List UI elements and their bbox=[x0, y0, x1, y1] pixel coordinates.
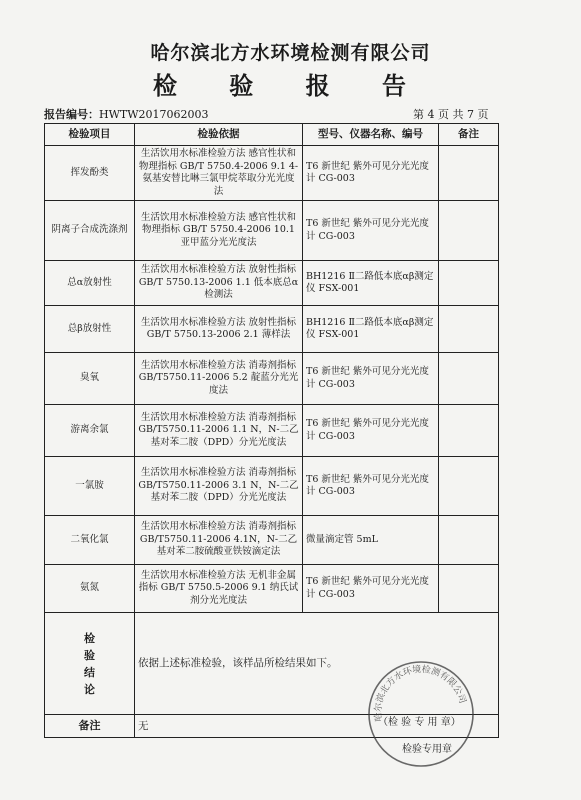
row-item: 总β放射性 bbox=[45, 306, 135, 353]
row-item: 挥发酚类 bbox=[45, 146, 135, 201]
row-basis: 生活饮用水标准检验方法 感官性状和物理指标 GB/T 5750.4-2006 9.1 4-氨基安替比啉三氯甲烷萃取分光光度法 bbox=[135, 146, 303, 201]
row-note bbox=[439, 261, 499, 306]
row-item: 阴离子合成洗涤剂 bbox=[45, 201, 135, 261]
row-note bbox=[439, 353, 499, 405]
header-note: 备注 bbox=[439, 124, 499, 146]
row-note bbox=[439, 405, 499, 457]
row-note bbox=[439, 201, 499, 261]
row-note bbox=[439, 457, 499, 516]
row-note bbox=[439, 306, 499, 353]
inspection-table bbox=[44, 123, 499, 738]
row-note bbox=[439, 565, 499, 613]
table-row bbox=[45, 353, 499, 405]
report-number-value: HWTW2017062003 bbox=[99, 108, 209, 121]
row-basis: 生活饮用水标准检验方法 消毒剂指标 GB/T5750.11-2006 3.1 N，N-二乙基对苯二胺（DPD）分光光度法 bbox=[135, 457, 303, 516]
table-row bbox=[45, 201, 499, 261]
table-row bbox=[45, 516, 499, 565]
header-item: 检验项目 bbox=[45, 124, 135, 146]
page-info: 第 4 页 共 7 页 bbox=[413, 108, 489, 121]
row-basis: 生活饮用水标准检验方法 消毒剂指标 GB/T5750.11-2006 5.2 靛蓝分光光度法 bbox=[135, 353, 303, 405]
row-item: 总α放射性 bbox=[45, 261, 135, 306]
report-number-label: 报告编号： bbox=[44, 108, 99, 121]
header-instrument: 型号、仪器名称、编号 bbox=[303, 124, 439, 146]
row-instrument: T6 新世纪 紫外可见分光光度计 CG-003 bbox=[303, 457, 439, 516]
row-item: 二氧化氯 bbox=[45, 516, 135, 565]
row-basis: 生活饮用水标准检验方法 消毒剂指标 GB/T5750.11-2006 4.1N，N-二乙基对苯二胺硫酸亚铁铵滴定法 bbox=[135, 516, 303, 565]
row-note bbox=[439, 516, 499, 565]
row-item: 一氯胺 bbox=[45, 457, 135, 516]
table-row bbox=[45, 405, 499, 457]
row-basis: 生活饮用水标准检验方法 放射性指标 GB/T 5750.13-2006 1.1 低本底总α检测法 bbox=[135, 261, 303, 306]
conclusion-text: 依据上述标准检验，该样品所检结果如下。 bbox=[135, 613, 499, 715]
table-row bbox=[45, 306, 499, 353]
table-row bbox=[45, 146, 499, 201]
row-basis: 生活饮用水标准检验方法 放射性指标 GB/T 5750.13-2006 2.1 薄样法 bbox=[135, 306, 303, 353]
row-instrument: BH1216 Ⅱ二路低本底αβ测定仪 FSX-001 bbox=[303, 306, 439, 353]
remark-label: 备注 bbox=[45, 715, 135, 738]
seal-line-1: （检 验 专 用 章） bbox=[378, 717, 461, 728]
report-number bbox=[44, 106, 209, 122]
table-row bbox=[45, 565, 499, 613]
seal-ring-text: 哈尔滨北方水环境检测有限公司 bbox=[373, 664, 468, 722]
row-item: 臭氧 bbox=[45, 353, 135, 405]
table-header-row bbox=[45, 124, 499, 146]
report-title: 检 验 报 告 bbox=[152, 71, 429, 100]
row-instrument: T6 新世纪 紫外可见分光光度计 CG-003 bbox=[303, 405, 439, 457]
row-basis: 生活饮用水标准检验方法 感官性状和物理指标 GB/T 5750.4-2006 10.1 亚甲蓝分光光度法 bbox=[135, 201, 303, 261]
row-item: 氨氮 bbox=[45, 565, 135, 613]
row-instrument: 微量滴定管 5mL bbox=[303, 516, 439, 565]
row-instrument: T6 新世纪 紫外可见分光光度计 CG-003 bbox=[303, 565, 439, 613]
row-note bbox=[439, 146, 499, 201]
row-instrument: BH1216 Ⅱ二路低本底αβ测定仪 FSX-001 bbox=[303, 261, 439, 306]
row-basis: 生活饮用水标准检验方法 消毒剂指标 GB/T5750.11-2006 1.1 N，N-二乙基对苯二胺（DPD）分光光度法 bbox=[135, 405, 303, 457]
conclusion-label: 检 验 结 论 bbox=[45, 613, 135, 715]
seal-line-2: 检验专用章 bbox=[402, 744, 452, 755]
seal-text bbox=[378, 713, 461, 755]
row-instrument: T6 新世纪 紫外可见分光光度计 CG-003 bbox=[303, 201, 439, 261]
row-instrument: T6 新世纪 紫外可见分光光度计 CG-003 bbox=[303, 146, 439, 201]
company-name: 哈尔滨北方水环境检测有限公司 bbox=[150, 42, 431, 64]
remark-text: 无 bbox=[135, 715, 499, 738]
table-row bbox=[45, 457, 499, 516]
row-basis: 生活饮用水标准检验方法 无机非金属指标 GB/T 5750.5-2006 9.1 纳氏试剂分光光度法 bbox=[135, 565, 303, 613]
row-instrument: T6 新世纪 紫外可见分光光度计 CG-003 bbox=[303, 353, 439, 405]
row-item: 游离余氯 bbox=[45, 405, 135, 457]
header-basis: 检验依据 bbox=[135, 124, 303, 146]
table-row bbox=[45, 261, 499, 306]
